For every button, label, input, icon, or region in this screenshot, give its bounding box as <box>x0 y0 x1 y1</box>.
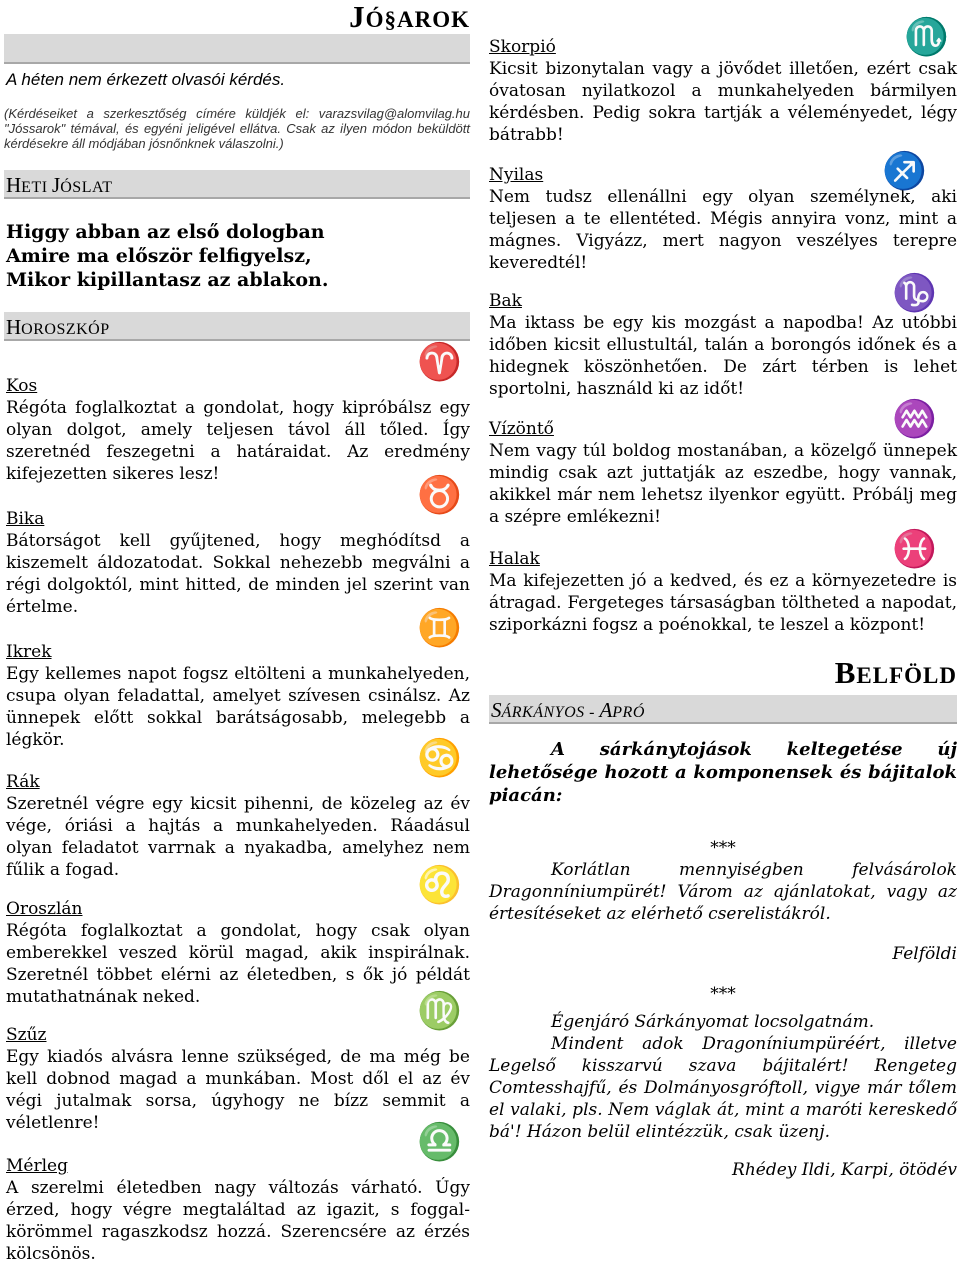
weekly-prophecy-label: HETI JÓSLAT <box>4 170 470 199</box>
sign-entry-cancer <box>6 738 470 898</box>
sagittarius-icon: ♐ <box>882 151 927 192</box>
weekly-quote <box>6 220 470 292</box>
libra-icon: ♎ <box>417 1122 462 1163</box>
sign-entry-libra <box>6 1122 470 1265</box>
sarkanyos-apro-label: SÁRKÁNYOS - APRÓ <box>489 695 957 724</box>
ad-2-line-1: Égenjáró Sárkányomat locsolgatnám. <box>551 1012 875 1032</box>
ad-1-text: Korlátlan mennyiségben felvásárolok Dragonníniumpürét! Várom az ajánlatokat, vagy az értesítéseket az elérhető cserelistákról. <box>489 860 957 924</box>
quote-line-3: Mikor kipillantasz az ablakon. <box>6 269 329 291</box>
cancer-icon: ♋ <box>417 738 462 779</box>
sign-text: Egy kiadós alvásra lenne szükséged, de ma még be kell dobnod magad a munkában. Most dől el az év végi jutalmak sorsa, úgyhogy ne bízz semmit a véletlenre! <box>6 1047 470 1133</box>
sign-name: Bika <box>6 509 45 529</box>
sign-name: Vízöntő <box>489 419 554 439</box>
sign-entry-aries <box>6 342 470 508</box>
sign-text: Bátorságot kell gyűjtened, hogy meghódítsd a kiszemelt áldozatodat. Sokkal nehezebb megválni a régi dolgoktól, mint hitted, de minden jel szerint van értelme. <box>6 531 470 617</box>
gemini-icon: ♊ <box>417 608 462 649</box>
separator-2: *** <box>710 984 736 1004</box>
signs-left-list <box>6 342 470 1265</box>
capricorn-icon: ♑ <box>892 273 937 314</box>
leo-icon: ♌ <box>417 865 462 906</box>
ad-2-text: Mindent adok Dragoníniumpüréért, illetve Legelső kisszarvú szava bájitalért! Rengeteg Comtesshajfű, és Dolmányosgróftoll, vigye már tőlem el valaki, pls. Nem váglak át, mint a maróti kereskedő bá'! Házon belül elintézzük, csak üzenj. <box>489 1034 957 1142</box>
sign-entry-virgo <box>6 991 470 1155</box>
virgo-icon: ♍ <box>417 991 462 1032</box>
sign-name: Szűz <box>6 1025 47 1045</box>
no-questions-text: A héten nem érkezett olvasói kérdés. <box>6 70 286 89</box>
taurus-icon: ♉ <box>417 475 462 516</box>
quote-line-2: Amire ma először felfigyelsz, <box>6 245 312 267</box>
sign-text: Nem vagy túl boldog mostanában, a közelgő ünnepek mindig csak azt juttatják az eszedbe, hogy vannak, akikkel már nem lehetsz ilyenkor együtt. Próbálj meg a szépre emlékezni! <box>489 441 957 527</box>
right-column <box>489 17 957 1181</box>
sign-text: Ma kifejezetten jó a kedved, és ez a környezetedre is átragad. Fergeteges társaságban töltheted a napodat, sziporkázni fogsz a poénokkal, te leszel a központ! <box>489 571 957 635</box>
sign-name: Rák <box>6 772 40 792</box>
sign-entry-leo <box>6 865 470 1024</box>
ad-1-signature: Felföldi <box>892 944 957 964</box>
sign-name: Skorpió <box>489 37 556 57</box>
sign-name: Halak <box>489 549 540 569</box>
sign-text: Egy kellemes napot fogsz eltölteni a munkahelyeden, csupa olyan feladattal, amelyet szívesen csinálsz. Az ünnepek előtt sokkal barátságosabb, melegebb a légkör. <box>6 664 470 750</box>
top-grey-bar <box>4 34 470 64</box>
sign-entry-capricorn <box>489 273 957 418</box>
sign-entry-aquarius <box>489 399 957 548</box>
market-headline: A sárkánytojások keltegetése új lehetősége hozott a komponensek és bájitalok piacán: <box>489 739 957 806</box>
sign-name: Oroszlán <box>6 899 83 919</box>
sign-text: Kicsit bizonytalan vagy a jövődet illetően, ezért csak óvatosan nyilatkozol a munkahelyeden bármilyen kérdésben. Pedig sokra tartják a véleményedet, légy bátrabb! <box>489 59 957 145</box>
separator-1: *** <box>710 838 736 858</box>
quote-line-1: Higgy abban az első dologban <box>6 221 325 243</box>
scorpio-icon: ♏ <box>904 17 949 58</box>
sign-entry-taurus <box>6 475 470 641</box>
sign-name: Ikrek <box>6 642 52 662</box>
sign-name: Kos <box>6 376 38 396</box>
sign-text: Régóta foglalkoztat a gondolat, hogy csak olyan emberekkel veszed körül magad, akik inspirálnak. Szeretnél többet elérni az életedben, s ők jó példát mutathatnának neked. <box>6 921 470 1007</box>
sign-name: Nyilas <box>489 165 544 185</box>
pisces-icon: ♓ <box>892 529 937 570</box>
sign-name: Bak <box>489 291 522 311</box>
sign-entry-gemini <box>6 608 470 771</box>
belfold-section: BELFÖLD <box>834 655 957 690</box>
sign-entry-sagittarius <box>489 151 957 290</box>
ad-2-signature: Rhédey Ildi, Karpi, ötödév <box>732 1160 957 1180</box>
aquarius-icon: ♒ <box>892 399 937 440</box>
sign-entry-scorpio <box>489 17 957 164</box>
sign-text: Ma iktass be egy kis mozgást a napodba! Az utóbbi időben kicsit ellustultál, talán a borongós időnek és a hidegnek köszönhetően. De zárt térben is lehet sportolni, használd ki az időt! <box>489 313 957 399</box>
aries-icon: ♈ <box>417 342 462 383</box>
sign-entry-pisces <box>489 529 957 658</box>
section-title: JÓ§AROK <box>349 0 470 34</box>
sign-text: Nem tudsz ellenállni egy olyan személynek, aki teljesen a te ellentéted. Mégis annyira vonz, mint a mágnes. Vigyázz, mert nagyon veszélyes terepre keveredtél! <box>489 187 957 273</box>
horoscope-label: HOROSZKÓP <box>4 312 470 341</box>
sign-name: Mérleg <box>6 1156 68 1176</box>
sign-text: Régóta foglalkoztat a gondolat, hogy kipróbálsz egy olyan dolgot, amely teljesen távol áll tőled. Így szeretnéd feszegetni a határaidat. Az eredmény kifejezetten sikeres lesz! <box>6 398 470 484</box>
submission-note: (Kérdéseiket a szerkesztőség címére küldjék el: varazsvilag@alomvilag.hu "Jóssarok" témával, és egyéni jeligével ellátva. Csak az ilyen módon beküldött kérdésekre áll módjában jósnőnknek válaszolni.) <box>4 106 470 151</box>
sign-text: A szerelmi életedben nagy változás várható. Úgy érzed, hogy végre megtaláltad az igazit, s foggal-körömmel ragaszkodsz hozzá. Szerencsére az érzés kölcsönös. <box>6 1178 470 1264</box>
sign-text: Szeretnél végre egy kicsit pihenni, de közeleg az év vége, óriási a hajtás a munkahelyeden. Ráadásul olyan feladatot varrnak a nyakadba, amelyhez nem fűlik a fogad. <box>6 794 470 880</box>
